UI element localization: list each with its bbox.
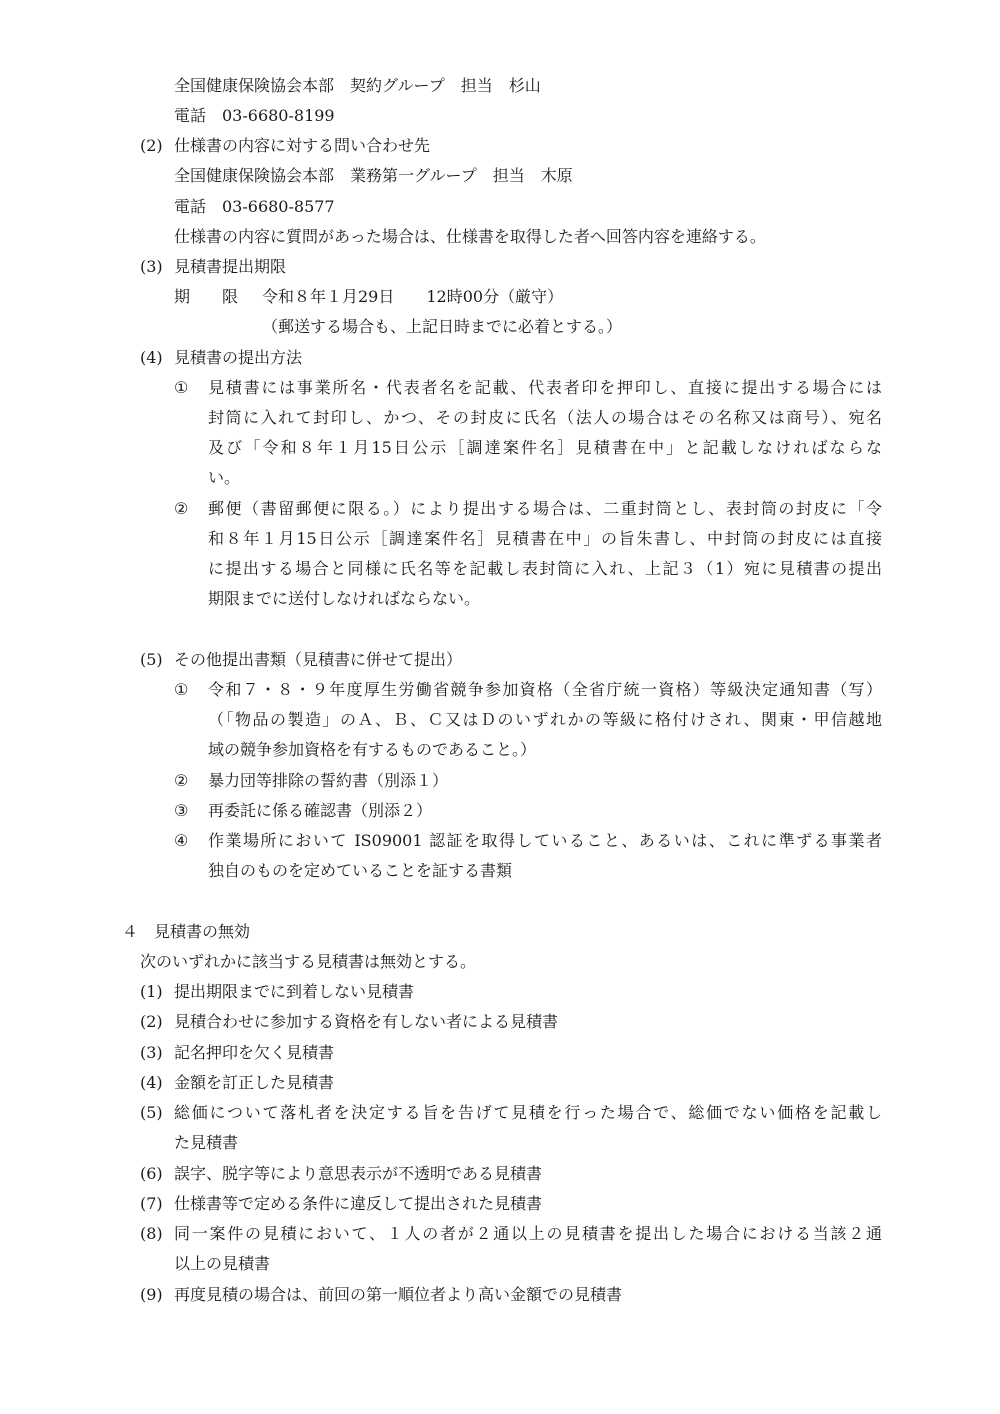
paragraph-line: 見積書には事業所名・代表者名を記載、代表者印を押印し、直接に提出する場合には: [208, 378, 882, 397]
list-item: 金額を訂正した見積書: [174, 1073, 335, 1092]
inquiry-contact-tel: 電話 03-6680-8577: [174, 197, 335, 216]
inquiry-contact-line: 全国健康保険協会本部 業務第一グループ 担当 木原: [174, 166, 573, 185]
section-number: (2): [140, 136, 163, 155]
list-item-number: (6): [140, 1164, 163, 1183]
paragraph-line: 及び「令和８年１月15日公示［調達案件名］見積書在中」と記載しなければならな: [208, 438, 882, 457]
item-mark: ②: [174, 499, 189, 518]
paragraph-line: 期限までに送付しなければならない。: [208, 589, 481, 608]
list-item: 仕様書等で定める条件に違反して提出された見積書: [174, 1194, 543, 1213]
paragraph-line: に提出する場合と同様に氏名等を記載し表封筒に入れ、上記３（1）宛に見積書の提出: [208, 559, 882, 578]
inquiry-note: 仕様書の内容に質問があった場合は、仕様書を取得した者へ回答内容を連絡する。: [174, 227, 766, 246]
section-number: (3): [140, 257, 163, 276]
paragraph-line: （「物品の製造」のＡ、Ｂ、Ｃ又はＤのいずれかの等級に格付けされ、関東・甲信越地: [208, 710, 882, 729]
paragraph-line: 作業場所において IS09001 認証を取得していること、あるいは、これに準ずる事業者: [208, 831, 882, 850]
contract-contact-line: 全国健康保険協会本部 契約グループ 担当 杉山: [174, 76, 541, 95]
paragraph-line: 和８年１月15日公示［調達案件名］見積書在中」の旨朱書し、中封筒の封皮には直接: [208, 529, 882, 548]
item-mark: ①: [174, 680, 189, 699]
item-mark: ②: [174, 771, 189, 790]
list-item-number: (1): [140, 982, 163, 1001]
paragraph-line: 封筒に入れて封印し、かつ、その封皮に氏名（法人の場合はその名称又は商号）、宛名: [208, 408, 882, 427]
section-title: 見積書の提出方法: [174, 348, 303, 367]
paragraph-line: 令和７・８・９年度厚生労働省競争参加資格（全省庁統一資格）等級決定通知書（写）: [208, 680, 882, 699]
section-title: その他提出書類（見積書に併せて提出）: [174, 650, 463, 669]
section-number: (5): [140, 650, 163, 669]
list-item-number: (2): [140, 1012, 163, 1031]
item-mark: ④: [174, 831, 189, 850]
item-mark: ①: [174, 378, 189, 397]
list-item: た見積書: [174, 1133, 239, 1152]
list-item-number: (8): [140, 1224, 163, 1243]
paragraph-line: 域の競争参加資格を有するものであること。）: [208, 740, 537, 759]
list-item: 再度見積の場合は、前回の第一順位者より高い金額での見積書: [174, 1285, 623, 1304]
section-title: 見積書提出期限: [174, 257, 287, 276]
deadline-value: 令和８年１月29日 12時00分（厳守）: [262, 287, 564, 306]
deadline-note: （郵送する場合も、上記日時までに必着とする。）: [262, 317, 623, 336]
list-item-number: (4): [140, 1073, 163, 1092]
paragraph-line: 郵便（書留郵便に限る。）により提出する場合は、二重封筒とし、表封筒の封皮に「令: [208, 499, 882, 518]
paragraph-line: 再委託に係る確認書（別添２）: [208, 801, 433, 820]
item-mark: ③: [174, 801, 189, 820]
section-title: 仕様書の内容に対する問い合わせ先: [174, 136, 431, 155]
section-intro: 次のいずれかに該当する見積書は無効とする。: [140, 952, 477, 971]
list-item: 見積合わせに参加する資格を有しない者による見積書: [174, 1012, 559, 1031]
list-item: 記名押印を欠く見積書: [174, 1043, 335, 1062]
list-item: 総価について落札者を決定する旨を告げて見積を行った場合で、総価でない価格を記載し: [174, 1103, 882, 1122]
section-heading: ４ 見積書の無効: [122, 922, 251, 941]
list-item: 以上の見積書: [174, 1254, 271, 1273]
list-item-number: (5): [140, 1103, 163, 1122]
list-item-number: (3): [140, 1043, 163, 1062]
list-item-number: (9): [140, 1285, 163, 1304]
paragraph-line: い。: [208, 468, 241, 487]
list-item: 提出期限までに到着しない見積書: [174, 982, 415, 1001]
contract-contact-tel: 電話 03-6680-8199: [174, 106, 335, 125]
deadline-label: 期 限: [174, 287, 239, 306]
list-item-number: (7): [140, 1194, 163, 1213]
list-item: 誤字、脱字等により意思表示が不透明である見積書: [174, 1164, 543, 1183]
list-item: 同一案件の見積において、１人の者が２通以上の見積書を提出した場合における当該２通: [174, 1224, 882, 1243]
section-number: (4): [140, 348, 163, 367]
paragraph-line: 独自のものを定めていることを証する書類: [208, 861, 513, 880]
paragraph-line: 暴力団等排除の誓約書（別添１）: [208, 771, 449, 790]
